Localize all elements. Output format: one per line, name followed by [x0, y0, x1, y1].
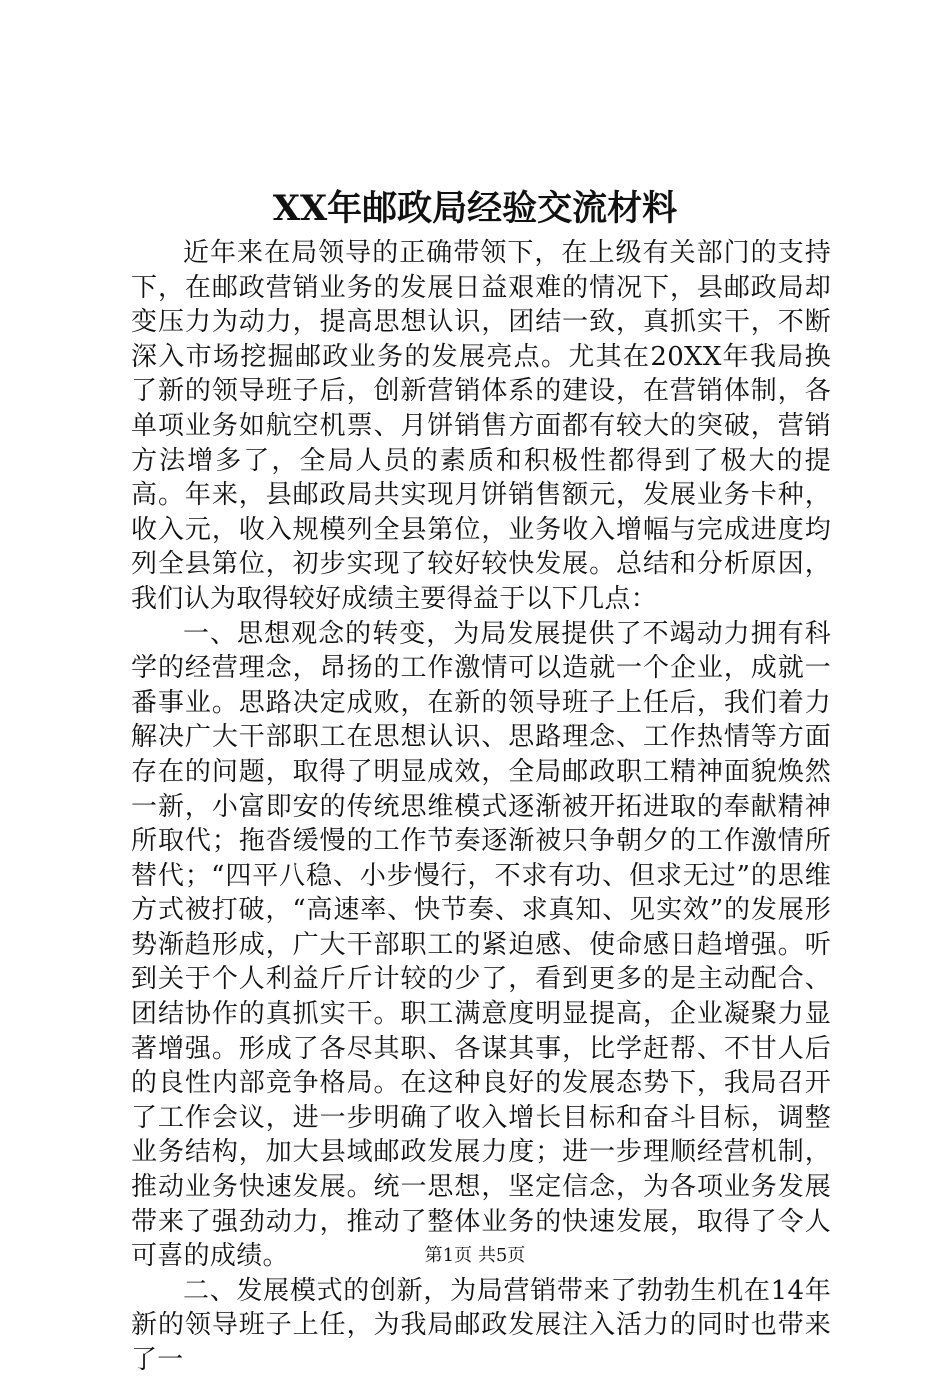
paragraph-intro: 近年来在局领导的正确带领下，在上级有关部门的支持下，在邮政营销业务的发展日益艰难的情况下，县邮政局却变压力为动力，提高思想认识，团结一致，真抓实干，不断深入市场挖掘邮政业务的发展亮点。尤其在20XX年我局换了新的领导班子后，创新营销体系的建设，在营销体制，各单项业务如航空机票、月饼销售方面都有较大的突破，营销方法增多了，全局人员的素质和积极性都得到了极大的提高。年来，县邮政局共实现月饼销售额元，发展业务卡种，收入元，收入规模列全县第位，业务收入增幅与完成进度均列全县第位，初步实现了较好较快发展。总结和分析原因，我们认为取得较好成绩主要得益于以下几点：	[131, 238, 831, 614]
document-body	[131, 236, 831, 1378]
page-number-footer: 第1页 共5页	[424, 1245, 526, 1266]
paragraph-section-2: 二、发展模式的创新，为局营销带来了勃勃生机在14年新的领导班子上任，为我局邮政发展注入活力的同时也带来了一	[131, 1275, 831, 1375]
document-title: XX年邮政局经验交流材料	[272, 188, 678, 229]
paragraph-section-1: 一、思想观念的转变，为局发展提供了不竭动力拥有科学的经营理念，昂扬的工作激情可以造就一个企业，成就一番事业。思路决定成败，在新的领导班子上任后，我们着力解决广大干部职工在思想认识、思路理念、工作热情等方面存在的问题，取得了明显成效，全局邮政职工精神面貌焕然一新，小富即安的传统思维模式逐渐被开拓进取的奉献精神所取代；拖沓缓慢的工作节奏逐渐被只争朝夕的工作激情所替代；“四平八稳、小步慢行，不求有功、但求无过”的思维方式被打破，“高速率、快节奏、求真知、见实效”的发展形势渐趋形成，广大干部职工的紧迫感、使命感日趋增强。听到关于个人利益斤斤计较的少了，看到更多的是主动配合、团结协作的真抓实干。职工满意度明显提高，企业凝聚力显著增强。形成了各尽其职、各谋其事，比学赶帮、不甘人后的良性内部竞争格局。在这种良好的发展态势下，我局召开了工作会议，进一步明确了收入增长目标和奋斗目标，调整业务结构，加大县域邮政发展力度；进一步理顺经营机制，推动业务快速发展。统一思想，坚定信念，为各项业务发展带来了强劲动力，推动了整体业务的快速发展，取得了令人可喜的成绩。	[131, 618, 831, 1272]
